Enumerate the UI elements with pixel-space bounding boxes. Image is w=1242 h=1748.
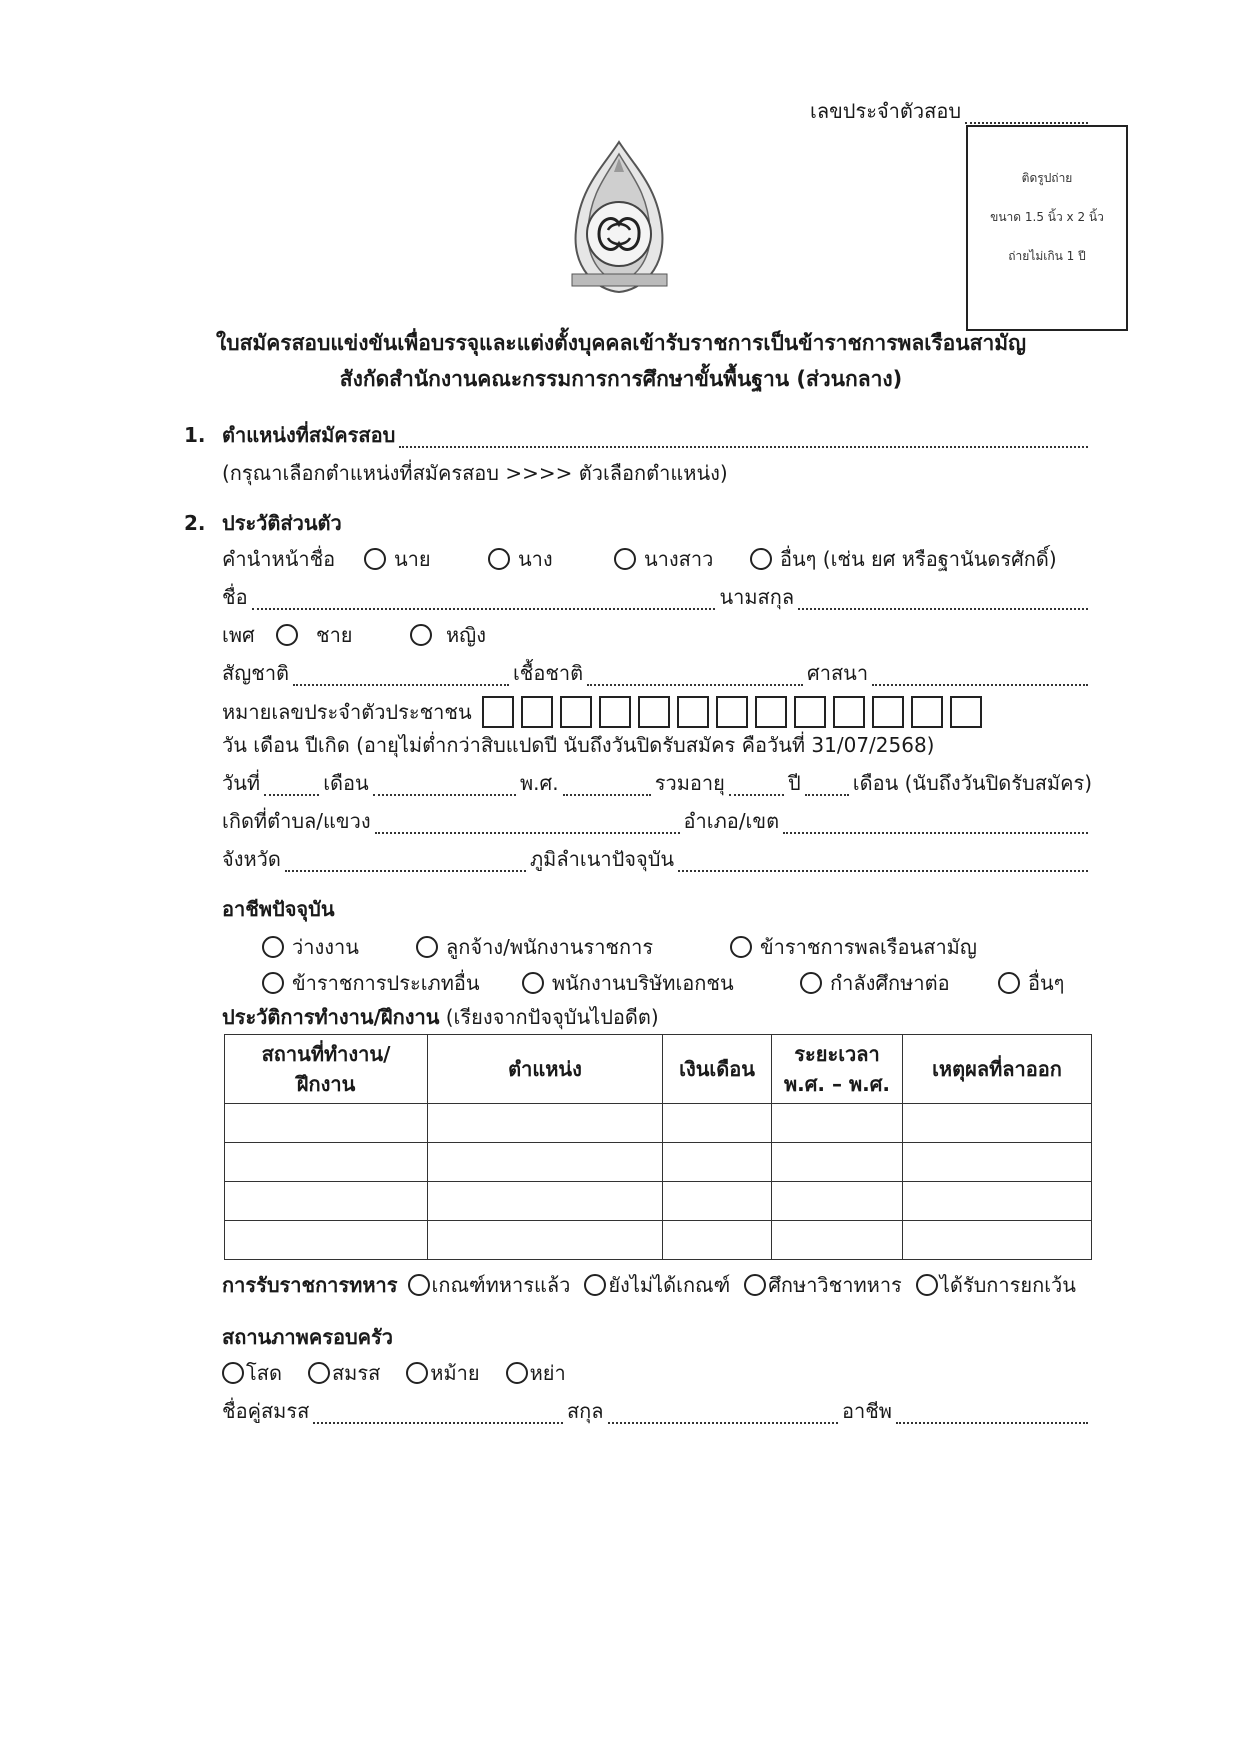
id-digit-box[interactable] [521,696,553,728]
work-history-note: (เรียงจากปัจจุบันไปอดีต) [445,1005,659,1029]
nationality-label: สัญชาติ [222,661,290,685]
occupation-option-private[interactable]: พนักงานบริษัทเอกชน [522,970,734,996]
table-cell[interactable] [428,1104,663,1143]
table-cell[interactable] [903,1182,1092,1221]
prefix-option-mrs[interactable]: นาง [488,546,553,572]
radio-circle-icon[interactable] [222,1362,244,1384]
be-label: พ.ศ. [519,771,559,795]
prefix-option-other[interactable]: อื่นๆ (เช่น ยศ หรือฐานันดรศักดิ์) [750,546,1057,572]
radio-circle-icon[interactable] [800,972,822,994]
surname-field[interactable] [798,590,1088,610]
age-year-label: ปี [787,771,801,795]
col-reason: เหตุผลที่ลาออก [903,1035,1092,1104]
spouse-row [222,1398,1092,1424]
religion-field[interactable] [872,666,1088,686]
religion-label: ศาสนา [807,661,869,685]
family-option-divorced[interactable]: หย่า [506,1360,566,1386]
id-digit-box[interactable] [482,696,514,728]
position-hint: (กรุณาเลือกตำแหน่งที่สมัครสอบ >>>> ตัวเลือกตำแหน่ง) [222,461,728,485]
work-history-body [225,1104,1092,1260]
family-option-single[interactable]: โสด [222,1360,282,1386]
photo-instruction-1: ติดรูปถ่าย [1021,171,1073,185]
birth-subdistrict-label: เกิดที่ตำบล/แขวง [222,809,371,833]
occupation-option-student[interactable]: กำลังศึกษาต่อ [800,970,950,996]
family-option-married[interactable]: สมรส [308,1360,380,1386]
exam-id-row [810,98,1092,124]
radio-circle-icon[interactable] [406,1362,428,1384]
table-cell[interactable] [903,1104,1092,1143]
prefix-option-mr[interactable]: นาย [364,546,431,572]
id-digit-box[interactable] [833,696,865,728]
table-cell[interactable] [772,1143,903,1182]
day-label: วันที่ [222,771,261,795]
age-month-label: เดือน (นับถึงวันปิดรับสมัคร) [852,771,1093,795]
national-id-boxes [482,696,989,728]
id-digit-box[interactable] [755,696,787,728]
month-field[interactable] [373,776,516,796]
birth-subdistrict-field[interactable] [375,814,680,834]
table-cell[interactable] [225,1104,428,1143]
radio-circle-icon[interactable] [916,1274,938,1296]
radio-circle-icon[interactable] [364,548,386,570]
name-row [222,584,1092,610]
radio-circle-icon[interactable] [488,548,510,570]
military-label: การรับราชการทหาร [222,1273,398,1297]
radio-circle-icon[interactable] [408,1274,430,1296]
spouse-surname-field[interactable] [608,1404,838,1424]
table-cell[interactable] [663,1143,772,1182]
dob-row [222,770,1092,796]
spouse-surname-label: สกุล [566,1399,604,1423]
spouse-occupation-label: อาชีพ [841,1399,892,1423]
id-digit-box[interactable] [677,696,709,728]
age-months-field[interactable] [805,776,849,796]
section2-label: ประวัติส่วนตัว [222,511,342,535]
spouse-name-label: ชื่อคู่สมรส [222,1399,310,1423]
section2-number: 2. [184,511,206,535]
table-cell[interactable] [663,1221,772,1260]
military-option-exempted[interactable]: ได้รับการยกเว้น [916,1272,1076,1298]
occupation-label: อาชีพปัจจุบัน [222,897,335,921]
photo-instruction-3: ถ่ายไม่เกิน 1 ปี [1008,249,1086,263]
province-label: จังหวัด [222,847,281,871]
national-id-row [222,696,989,728]
table-cell[interactable] [428,1221,663,1260]
table-row [225,1143,1092,1182]
spouse-name-field[interactable] [313,1404,563,1424]
name-label: ชื่อ [222,585,248,609]
province-field[interactable] [285,852,526,872]
table-cell[interactable] [663,1104,772,1143]
day-field[interactable] [264,776,319,796]
id-digit-box[interactable] [638,696,670,728]
table-row [225,1221,1092,1260]
radio-circle-icon[interactable] [522,972,544,994]
province-row [222,846,1092,872]
military-option-conscripted[interactable]: เกณฑ์ทหารแล้ว [408,1272,571,1298]
table-row [225,1104,1092,1143]
table-cell[interactable] [772,1182,903,1221]
occupation-option-other-gov[interactable]: ข้าราชการประเภทอื่น [262,970,480,996]
occupation-option-unemployed[interactable]: ว่างงาน [262,934,359,960]
form-title-line2: สังกัดสำนักงานคณะกรรมการการศึกษาขั้นพื้นฐาน (ส่วนกลาง) [339,367,903,391]
occupation-option-employee[interactable]: ลูกจ้าง/พนักงานราชการ [416,934,653,960]
table-cell[interactable] [225,1182,428,1221]
work-history-table [224,1034,1092,1260]
radio-circle-icon[interactable] [744,1274,766,1296]
radio-circle-icon[interactable] [308,1362,330,1384]
radio-circle-icon[interactable] [584,1274,606,1296]
radio-circle-icon[interactable] [506,1362,528,1384]
table-cell[interactable] [225,1221,428,1260]
radio-circle-icon[interactable] [416,936,438,958]
id-digit-box[interactable] [560,696,592,728]
work-history-header-row [225,1035,1092,1104]
year-be-field[interactable] [563,776,651,796]
table-cell[interactable] [428,1143,663,1182]
photo-instruction-2: ขนาด 1.5 นิ้ว x 2 นิ้ว [990,210,1104,224]
work-history-label: ประวัติการทำงาน/ฝึกงาน [222,1005,440,1029]
name-field[interactable] [252,590,716,610]
prefix-label: คำนำหน้าชื่อ [222,547,336,571]
table-cell[interactable] [772,1104,903,1143]
table-cell[interactable] [225,1143,428,1182]
id-digit-box[interactable] [599,696,631,728]
sex-label: เพศ [222,623,255,647]
dob-note: วัน เดือน ปีเกิด (อายุไม่ต่ำกว่าสิบแปดปี นับถึงวันปิดรับสมัคร คือวันที่ 31/07/2568) [222,733,935,757]
military-option-reserve-training[interactable]: ศึกษาวิชาทหาร [744,1272,902,1298]
district-label: อำเภอ/เขต [683,809,780,833]
radio-circle-icon[interactable] [276,624,298,646]
position-field[interactable] [399,428,1088,448]
occupation-option-civil-servant[interactable]: ข้าราชการพลเรือนสามัญ [730,934,977,960]
form-title-line1: ใบสมัครสอบแข่งขันเพื่อบรรจุและแต่งตั้งบุคคลเข้ารับราชการเป็นข้าราชการพลเรือนสามัญ [216,331,1026,355]
family-option-widowed[interactable]: หม้าย [406,1360,479,1386]
col-position: ตำแหน่ง [428,1035,663,1104]
radio-circle-icon[interactable] [750,548,772,570]
military-row [222,1272,1076,1298]
table-cell[interactable] [903,1143,1092,1182]
national-id-label: หมายเลขประจำตัวประชาชน [222,700,472,724]
family-status-label: สถานภาพครอบครัว [222,1325,393,1349]
col-salary: เงินเดือน [663,1035,772,1104]
table-row [225,1182,1092,1221]
nationality-field[interactable] [293,666,509,686]
occupation-option-other[interactable]: อื่นๆ [998,970,1064,996]
obec-emblem-icon [562,138,677,298]
col-workplace: สถานที่ทำงาน/ ฝึกงาน [225,1035,428,1104]
table-cell[interactable] [663,1182,772,1221]
race-field[interactable] [587,666,803,686]
position-label: ตำแหน่งที่สมัครสอบ [222,423,396,447]
month-label: เดือน [323,771,369,795]
district-field[interactable] [783,814,1088,834]
prefix-option-miss[interactable]: นางสาว [614,546,713,572]
spouse-occupation-field[interactable] [896,1404,1088,1424]
surname-label: นามสกุล [719,585,795,609]
position-row [222,422,1092,448]
domicile-field[interactable] [678,852,1088,872]
family-status-options [222,1360,566,1386]
id-digit-box[interactable] [872,696,904,728]
table-cell[interactable] [772,1221,903,1260]
sex-option-male[interactable]: ชาย [276,622,353,648]
section1-number: 1. [184,423,206,447]
military-option-not-yet[interactable]: ยังไม่ได้เกณฑ์ [584,1272,730,1298]
domicile-label: ภูมิลำเนาปัจจุบัน [530,847,675,871]
age-years-field[interactable] [729,776,784,796]
work-history-heading [222,1004,659,1030]
radio-circle-icon[interactable] [262,936,284,958]
id-digit-box[interactable] [794,696,826,728]
table-cell[interactable] [903,1221,1092,1260]
photo-box [966,125,1128,331]
sex-option-female[interactable]: หญิง [410,622,486,648]
col-period: ระยะเวลา พ.ศ. – พ.ศ. [772,1035,903,1104]
radio-circle-icon[interactable] [410,624,432,646]
radio-circle-icon[interactable] [614,548,636,570]
nationality-row [222,660,1092,686]
id-digit-box[interactable] [950,696,982,728]
table-cell[interactable] [428,1182,663,1221]
id-digit-box[interactable] [911,696,943,728]
radio-circle-icon[interactable] [998,972,1020,994]
exam-id-label: เลขประจำตัวสอบ [810,99,962,123]
id-digit-box[interactable] [716,696,748,728]
radio-circle-icon[interactable] [262,972,284,994]
radio-circle-icon[interactable] [730,936,752,958]
race-label: เชื้อชาติ [512,661,584,685]
birthplace-row [222,808,1092,834]
exam-id-field[interactable] [965,104,1088,124]
age-label: รวมอายุ [654,771,725,795]
